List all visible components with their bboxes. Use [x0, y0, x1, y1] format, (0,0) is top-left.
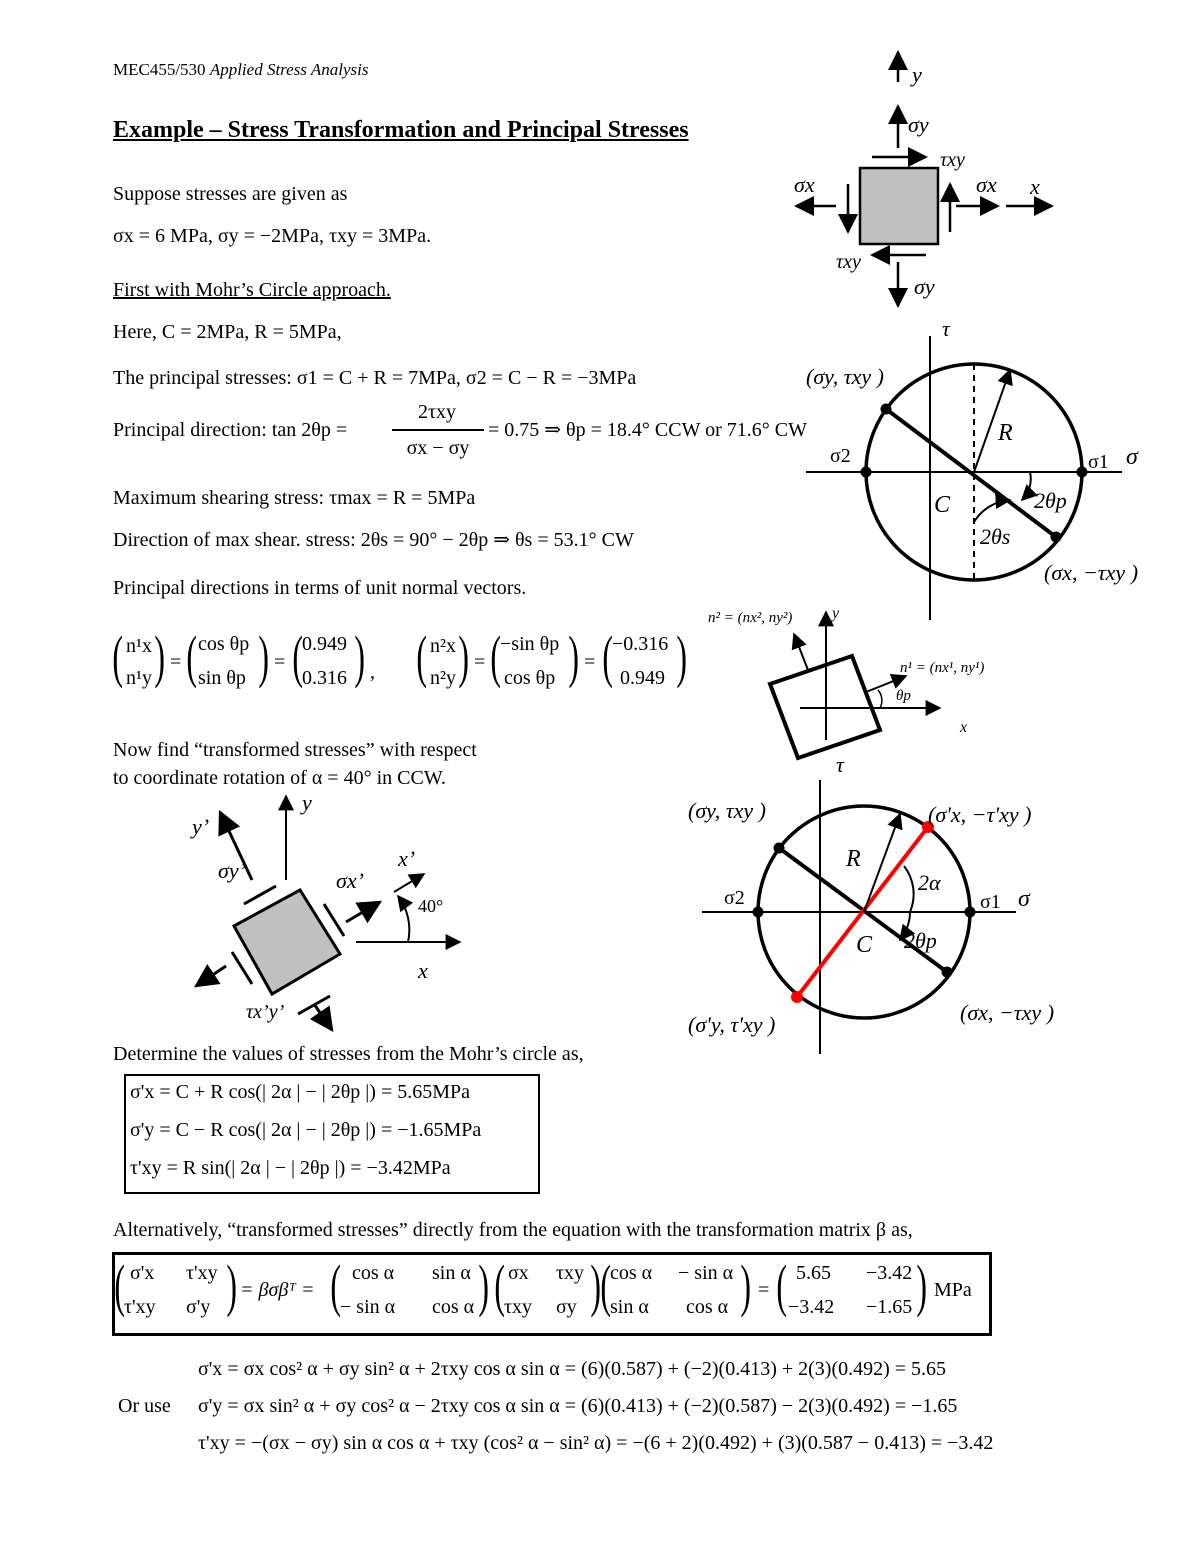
n1-mid-bot: sin θp	[198, 667, 246, 689]
given-values: σx = 6 MPa, σy = −2MPa, τxy = 3MPa.	[113, 225, 432, 247]
rot-sxp: σx’	[336, 868, 364, 893]
un-y: y	[832, 605, 840, 622]
n2-mid-top: −sin θp	[500, 633, 560, 655]
course-code: MEC455/530	[113, 60, 206, 79]
m1-sigma-label: σ	[1126, 444, 1138, 470]
n1-lhs-top: n¹x	[126, 635, 152, 657]
m2-label-botl: (σ'y, τ'xy )	[688, 1012, 776, 1037]
course-title: Applied Stress Analysis	[209, 60, 369, 79]
max-shear-direction: Direction of max shear. stress: 2θs = 90° − 2θp ⇒ θs = 53.1° CW	[113, 529, 634, 551]
m-lhs-11: σ'y	[186, 1296, 211, 1318]
n1-lhs-bot: n¹y	[126, 667, 152, 689]
m1-2thetas: 2θs	[980, 524, 1011, 549]
m2-label-bot: (σx, −τxy )	[960, 1000, 1055, 1025]
r2-11: cos α	[686, 1296, 729, 1318]
m1-label-top: (σy, τxy )	[806, 364, 884, 389]
m1-C: C	[934, 492, 951, 518]
m2-2alpha: 2α	[918, 870, 941, 895]
m2-point-s2	[753, 907, 764, 918]
m1-s2: σ2	[830, 445, 851, 467]
s-00: σx	[508, 1262, 529, 1284]
s-10: τxy	[504, 1296, 533, 1318]
rot-y: y	[302, 790, 312, 815]
m2-s2: σ2	[724, 887, 745, 909]
rot-xp: x’	[398, 846, 416, 871]
r1-00: cos α	[352, 1262, 395, 1284]
elem-x-label: x	[1030, 174, 1040, 199]
m-lhs-01: τ'xy	[186, 1262, 218, 1284]
eq-sign: =	[274, 651, 286, 673]
n1-val-bot: 0.316	[302, 667, 347, 689]
rot-syp: σy’	[218, 858, 246, 883]
boxed-sx: σ'x = C + R cos(| 2α | − | 2θp |) = 5.65MPa	[130, 1081, 471, 1103]
elem-sy-bot: σy	[914, 274, 935, 299]
unit-normals-intro: Principal directions in terms of unit normal vectors.	[113, 577, 527, 599]
m1-label-bot: (σx, −τxy )	[1044, 560, 1139, 585]
mpa-unit: MPa	[934, 1279, 972, 1301]
m1-tau-label: τ	[942, 316, 950, 341]
max-shear: Maximum shearing stress: τmax = R = 5MPa	[113, 487, 476, 509]
m2-red-point-bot	[791, 991, 803, 1003]
alternatively-text: Alternatively, “transformed stresses” directly from the equation with the transformation matrix β as,	[113, 1219, 913, 1241]
determine-text: Determine the values of stresses from the Mohr’s circle as,	[113, 1043, 584, 1065]
principal-direction-result: = 0.75 ⇒ θp = 18.4° CCW or 71.6° CW	[488, 419, 807, 441]
principal-direction-label: Principal direction: tan 2θp =	[113, 419, 348, 441]
m2-R: R	[846, 846, 861, 872]
m2-radius-arrow	[864, 814, 900, 912]
intro-text: Suppose stresses are given as	[113, 183, 348, 205]
elem-sy-top: σy	[908, 112, 929, 137]
r1-10: − sin α	[340, 1296, 396, 1318]
principal-stresses: The principal stresses: σ1 = C + R = 7MPa, σ2 = C − R = −3MPa	[113, 367, 637, 389]
m2-point-s1	[965, 907, 976, 918]
m1-2thetap: 2θp	[1034, 488, 1067, 513]
n2-lhs-top: n²x	[430, 635, 456, 657]
elem-sx-right: σx	[976, 172, 997, 197]
m2-s1: σ1	[980, 891, 1001, 913]
transform-intro-2: to coordinate rotation of α = 40° in CCW.	[113, 767, 446, 789]
expanded-sx: σ'x = σx cos² α + σy sin² α + 2τxy cos α sin α = (6)(0.587) + (−2)(0.413) + 2(3)(0.492) = 5.65	[198, 1358, 947, 1380]
m2-2thetap: 2θp	[904, 928, 937, 953]
transform-intro-1: Now find “transformed stresses” with respect	[113, 739, 477, 761]
m2-C: C	[856, 932, 873, 958]
r2-01: − sin α	[678, 1262, 734, 1284]
or-use-label: Or use	[118, 1395, 171, 1417]
un-x: x	[960, 719, 968, 736]
elem-y-label: y	[912, 62, 922, 87]
mohr-heading: First with Mohr’s Circle approach.	[113, 279, 391, 301]
n1-val-top: 0.949	[302, 633, 347, 655]
elem-txy-top: τxy	[940, 149, 965, 171]
r2-10: sin α	[610, 1296, 649, 1318]
elem-sx-left: σx	[794, 172, 815, 197]
r1-11: cos α	[432, 1296, 475, 1318]
boxed-txy: τ'xy = R sin(| 2α | − | 2θp |) = −3.42MPa	[130, 1157, 451, 1179]
principal-direction-denominator: σx − σy	[406, 437, 470, 459]
m-lhs-00: σ'x	[130, 1262, 155, 1284]
center-radius: Here, C = 2MPa, R = 5MPa,	[113, 321, 342, 343]
m2-point-bot	[942, 967, 953, 978]
r2-00: cos α	[610, 1262, 653, 1284]
m2-label-topr: (σ'x, −τ'xy )	[928, 802, 1032, 827]
res-10: −3.42	[788, 1296, 835, 1318]
m2-sigma-label: σ	[1018, 886, 1030, 912]
expanded-sy: σ'y = σx sin² α + σy cos² α − 2τxy cos α sin α = (6)(0.413) + (−2)(0.587) − 2(3)(0.492) = −1.65	[198, 1395, 958, 1417]
n2-lhs-bot: n²y	[430, 667, 456, 689]
eq-sign: =	[170, 651, 182, 673]
m1-R: R	[998, 420, 1013, 446]
expanded-txy: τ'xy = −(σx − σy) sin α cos α + τxy (cos² α − sin² α) = −(6 + 2)(0.492) + (3)(0.587 − 0.413) = −3.42	[198, 1432, 994, 1454]
res-00: 5.65	[796, 1262, 831, 1284]
s-01: τxy	[556, 1262, 585, 1284]
n2-val-top: −0.316	[612, 633, 669, 655]
res-01: −3.42	[866, 1262, 913, 1284]
res-11: −1.65	[866, 1296, 913, 1318]
rot-yp: y’	[192, 814, 210, 839]
rot-txyp: τx’y’	[246, 1001, 285, 1023]
principal-direction-numerator: 2τxy	[417, 401, 457, 423]
n2-mid-bot: cos θp	[504, 667, 556, 689]
s-11: σy	[556, 1296, 577, 1318]
elem-txy-bot: τxy	[836, 251, 861, 273]
boxed-sy: σ'y = C − R cos(| 2α | − | 2θp |) = −1.65MPa	[130, 1119, 482, 1141]
rot-x: x	[418, 958, 428, 983]
beta-sigma-beta: = βσβᵀ =	[240, 1279, 315, 1301]
un-n1: n¹ = (nx¹, ny¹)	[900, 660, 985, 676]
m1-s1: σ1	[1088, 451, 1109, 473]
un-theta: θp	[896, 688, 911, 704]
r1-01: sin α	[432, 1262, 471, 1284]
m2-label-top: (σy, τxy )	[688, 798, 766, 823]
n1-mid-top: cos θp	[198, 633, 250, 655]
m-lhs-10: τ'xy	[124, 1296, 156, 1318]
m2-tau-label: τ	[836, 752, 844, 777]
m2-point-top	[774, 843, 785, 854]
un-n2: n² = (nx², ny²)	[708, 610, 793, 626]
page-title: Example – Stress Transformation and Principal Stresses	[113, 117, 689, 143]
n2-val-bot: 0.949	[620, 667, 665, 689]
rot-angle: 40°	[418, 896, 444, 916]
